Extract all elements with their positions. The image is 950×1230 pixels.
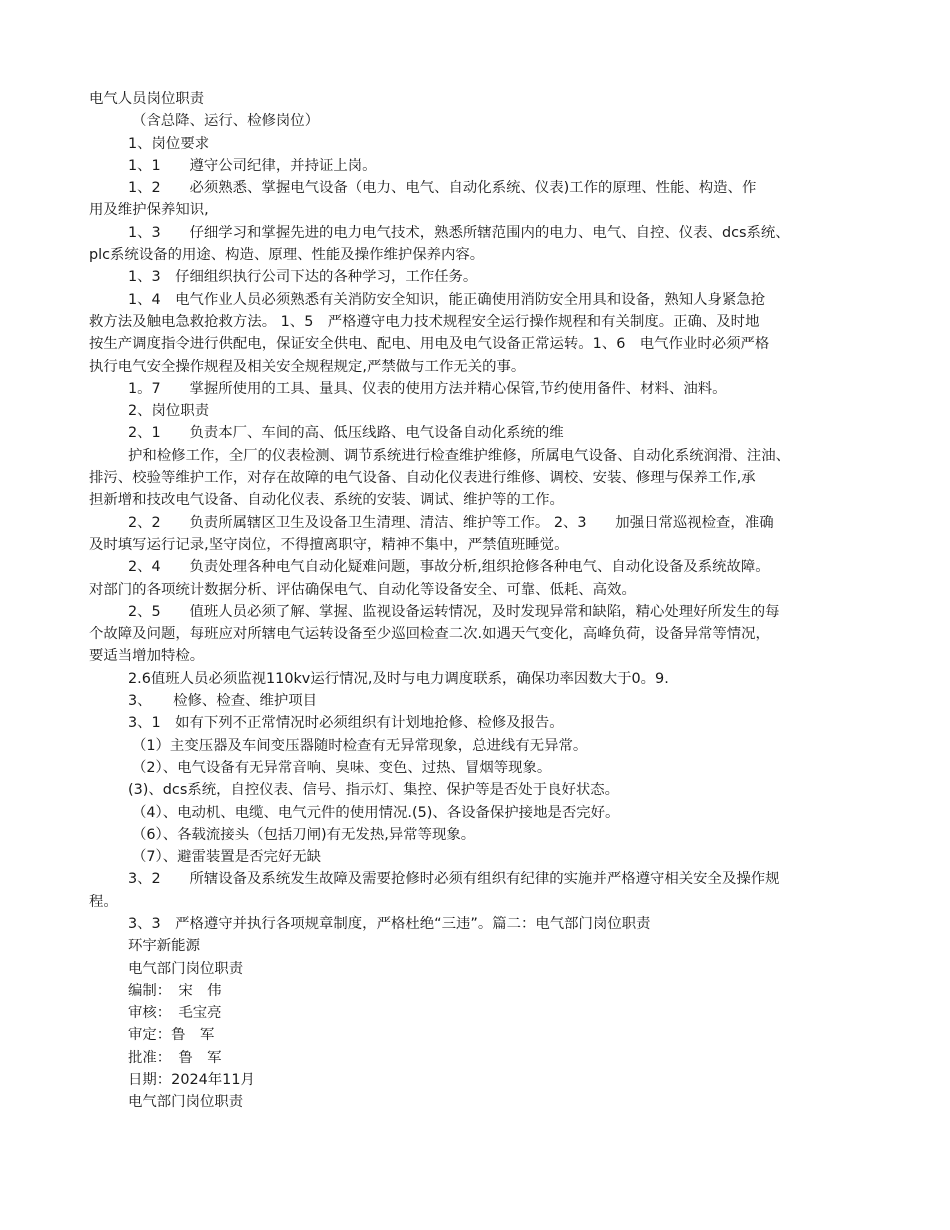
- text-line: 救方法及触电急救抢救方法。 1、5 严格遵守电力技术规程安全运行操作规程和有关制度。正确、及时地: [89, 313, 760, 330]
- text-line: plc系统设备的用途、构造、原理、性能及操作维护保养内容。: [89, 247, 485, 264]
- text-line: 1、2 必须熟悉、掌握电气设备（电力、电气、自动化系统、仪表)工作的原理、性能、构造、作: [128, 180, 757, 197]
- text-line: 程。: [89, 893, 118, 910]
- text-line: 用及维护保养知识,: [89, 202, 209, 219]
- document-page: [89, 88, 871, 1114]
- text-line: 按生产调度指令进行供配电，保证安全供电、配电、用电及电气设备正常运转。1、6 电气作业时必须严格: [89, 336, 770, 353]
- text-line: 1、3 仔细学习和掌握先进的电力电气技术，熟悉所辖范围内的电力、电气、自控、仪表、dcs系统、: [128, 224, 790, 241]
- text-line: 日期：2024年11月: [128, 1072, 255, 1089]
- text-line: (3)、dcs系统，自控仪表、信号、指示灯、集控、保护等是否处于良好状态。: [128, 782, 620, 799]
- text-line: 担新增和技改电气设备、自动化仪表、系统的安装、调试、维护等的工作。: [89, 492, 564, 509]
- text-line: 2、4 负责处理各种电气自动化疑难问题，事故分析,组织抢修各种电气、自动化设备及系统故障。: [128, 559, 770, 576]
- text-line: 批准： 鲁 军: [128, 1049, 222, 1066]
- text-line: 2、5 值班人员必须了解、掌握、监视设备运转情况，及时发现异常和缺陷，精心处理好所发生的每: [128, 603, 780, 620]
- text-line: 3、1 如有下列不正常情况时必须组织有计划地抢修、检修及报告。: [128, 715, 564, 732]
- text-line: 电气部门岗位职责: [128, 1094, 244, 1111]
- text-line: 电气部门岗位职责: [128, 960, 244, 977]
- text-line: 1、4 电气作业人员必须熟悉有关消防安全知识，能正确使用消防安全用具和设备，熟知人身紧急抢: [128, 291, 766, 308]
- text-line: 3、 检修、检查、维护项目: [128, 693, 318, 710]
- text-line: 2、1 负责本厂、车间的高、低压线路、电气设备自动化系统的维: [128, 425, 564, 442]
- text-line: （1）主变压器及车间变压器随时检查有无异常现象，总进线有无异常。: [132, 737, 588, 754]
- text-line: 2、岗位职责: [128, 403, 210, 420]
- text-line: 要适当增加特检。: [89, 648, 205, 665]
- text-line: 环宇新能源: [128, 938, 200, 955]
- text-line: 2.6值班人员必须监视110kv运行情况,及时与电力调度联系，确保功率因数大于0。9.: [128, 670, 669, 687]
- text-line: 执行电气安全操作规程及相关安全规程规定,严禁做与工作无关的事。: [89, 358, 526, 375]
- text-line: 审核： 毛宝亮: [128, 1005, 222, 1022]
- text-line: （4）、电动机、电缆、电气元件的使用情况.(5)、各设备保护接地是否完好。: [132, 804, 620, 821]
- text-line: 对部门的各项统计数据分析、评估确保电气、自动化等设备安全、可靠、低耗、高效。: [89, 581, 636, 598]
- text-line: （2）、电气设备有无异常音响、臭味、变色、过热、冒烟等现象。: [132, 759, 552, 776]
- text-line: （7）、避雷装置是否完好无缺: [132, 849, 322, 866]
- text-line: 及时填写运行记录,坚守岗位，不得擅离职守，精神不集中，严禁值班睡觉。: [89, 536, 569, 553]
- text-line: 审定：鲁 军: [128, 1027, 215, 1044]
- text-line: 1、3 仔细组织执行公司下达的各种学习，工作任务。: [128, 269, 478, 286]
- text-line: 1、1 遵守公司纪律，并持证上岗。: [128, 157, 377, 174]
- text-line: 1。7 掌握所使用的工具、量具、仪表的使用方法并精心保管,节约使用备件、材料、油料。: [128, 380, 727, 397]
- text-line: （6）、各载流接头（包括刀闸)有无发热,异常等现象。: [132, 826, 476, 843]
- text-line: 2、2 负责所属辖区卫生及设备卫生清理、清洁、维护等工作。 2、3 加强日常巡视检查，准确: [128, 514, 774, 531]
- text-line: 3、2 所辖设备及系统发生故障及需要抢修时必须有组织有纪律的实施并严格遵守相关安全及操作规: [128, 871, 780, 888]
- text-line: 电气人员岗位职责: [89, 91, 205, 107]
- text-line: 护和检修工作，全厂的仪表检测、调节系统进行检查维护维修，所属电气设备、自动化系统润滑、注油、: [128, 447, 790, 464]
- text-line: （含总降、运行、检修岗位）: [132, 113, 320, 130]
- text-line: 3、3 严格遵守并执行各项规章制度，严格杜绝“三违”。篇二：电气部门岗位职责: [128, 915, 651, 932]
- text-line: 排污、校验等维护工作，对存在故障的电气设备、自动化仪表进行维修、调校、安装、修理与保养工作,承: [89, 470, 756, 487]
- text-line: 编制： 宋 伟: [128, 982, 222, 999]
- text-line: 1、岗位要求: [128, 135, 210, 152]
- text-line: 个故障及问题，每班应对所辖电气运转设备至少巡回检查二次.如遇天气变化，高峰负荷，设备异常等情况，: [89, 626, 770, 643]
